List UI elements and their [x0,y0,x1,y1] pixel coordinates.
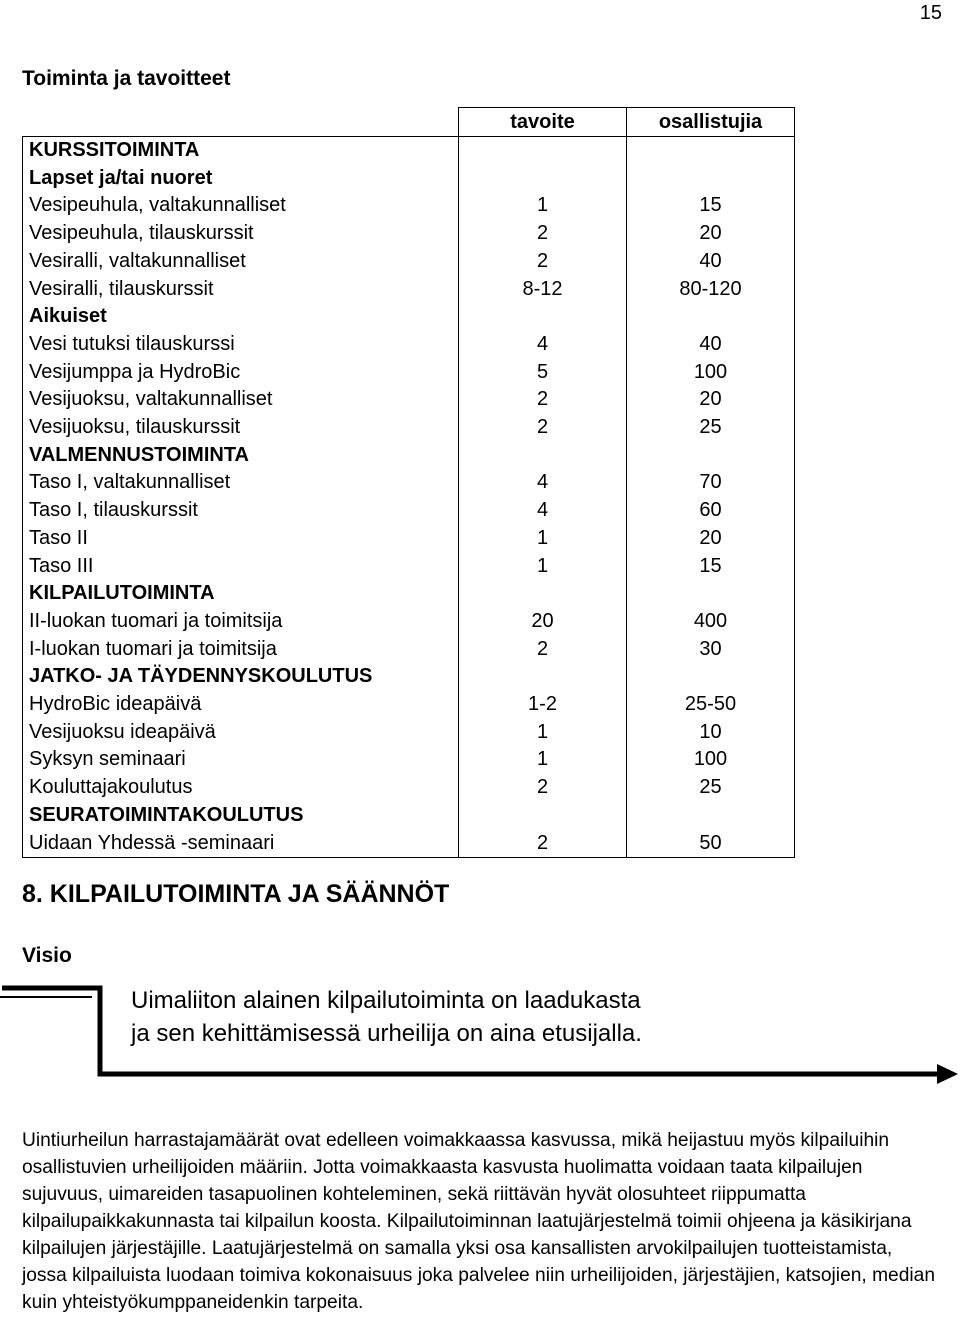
table-row [23,608,795,636]
row-label: Kouluttajakoulutus [23,774,459,802]
row-label: Vesijuoksu ideapäivä [23,719,459,747]
table-row [23,359,795,387]
row-label: Uidaan Yhdessä -seminaari [23,830,459,858]
row-label: I-luokan tuomari ja toimitsija [23,636,459,664]
row-label: Vesijuoksu, valtakunnalliset [23,386,459,414]
row-participants: 15 [627,553,795,581]
vision-line-2: ja sen kehittämisessä urheilija on aina etusijalla. [131,1020,642,1047]
vision-line-1: Uimaliiton alainen kilpailutoiminta on laadukasta [131,987,641,1014]
row-target: 2 [459,248,627,276]
chapter-title: 8. KILPAILUTOIMINTA JA SÄÄNNÖT [22,880,450,908]
row-target [459,580,627,608]
row-label: II-luokan tuomari ja toimitsija [23,608,459,636]
row-label: Vesipeuhula, tilauskurssit [23,220,459,248]
row-target [459,802,627,830]
row-label: Taso I, tilauskurssit [23,497,459,525]
column-header-participants: osallistujia [627,108,795,137]
row-target [459,137,627,165]
table-row [23,303,795,331]
table-row [23,830,795,858]
row-target: 1 [459,719,627,747]
row-label: Taso II [23,525,459,553]
vision-statement [131,984,642,1050]
row-label: Vesipeuhula, valtakunnalliset [23,192,459,220]
row-participants [627,165,795,193]
row-participants: 60 [627,497,795,525]
row-participants: 40 [627,331,795,359]
row-participants [627,663,795,691]
row-participants: 50 [627,830,795,858]
row-participants: 30 [627,636,795,664]
table-row [23,525,795,553]
row-target: 2 [459,774,627,802]
row-target: 2 [459,414,627,442]
row-target [459,442,627,470]
row-label: Lapset ja/tai nuoret [23,165,459,193]
table-row [23,746,795,774]
table-corner [23,108,459,137]
row-participants [627,802,795,830]
row-target: 1 [459,525,627,553]
row-participants [627,442,795,470]
row-label: Syksyn seminaari [23,746,459,774]
row-target [459,303,627,331]
row-participants: 10 [627,719,795,747]
table-row [23,276,795,304]
row-label: JATKO- JA TÄYDENNYSKOULUTUS [23,663,459,691]
table-row [23,331,795,359]
row-participants: 25-50 [627,691,795,719]
row-label: Vesijuoksu, tilauskurssit [23,414,459,442]
row-participants [627,580,795,608]
row-label: VALMENNUSTOIMINTA [23,442,459,470]
table-row [23,802,795,830]
row-participants [627,137,795,165]
table-row [23,442,795,470]
table-row [23,220,795,248]
row-participants: 25 [627,414,795,442]
row-target: 2 [459,220,627,248]
page-number: 15 [919,2,942,24]
row-target: 1 [459,553,627,581]
row-target [459,663,627,691]
row-target: 1 [459,192,627,220]
activity-table [22,107,795,858]
row-participants: 100 [627,359,795,387]
table-row [23,663,795,691]
row-participants: 15 [627,192,795,220]
row-target: 4 [459,331,627,359]
row-label: KILPAILUTOIMINTA [23,580,459,608]
section-title: Toiminta ja tavoitteet [22,67,231,90]
row-label: Vesijumppa ja HydroBic [23,359,459,387]
table-row [23,691,795,719]
table-row [23,580,795,608]
table-row [23,386,795,414]
table-row [23,192,795,220]
row-label: HydroBic ideapäivä [23,691,459,719]
row-participants: 80-120 [627,276,795,304]
row-target: 1 [459,746,627,774]
row-target: 2 [459,386,627,414]
body-text [22,1127,942,1316]
row-participants: 70 [627,469,795,497]
row-label: SEURATOIMINTAKOULUTUS [23,802,459,830]
row-participants: 20 [627,386,795,414]
table-row [23,497,795,525]
table-row [23,165,795,193]
row-target: 20 [459,608,627,636]
row-participants [627,303,795,331]
row-label: Aikuiset [23,303,459,331]
table-row [23,636,795,664]
row-participants: 20 [627,525,795,553]
row-label: Taso III [23,553,459,581]
row-label: Vesiralli, tilauskurssit [23,276,459,304]
row-label: Vesi tutuksi tilauskurssi [23,331,459,359]
row-target: 8-12 [459,276,627,304]
row-target: 2 [459,636,627,664]
row-participants: 40 [627,248,795,276]
row-target: 5 [459,359,627,387]
table-row [23,137,795,165]
body-paragraph: Uintiurheilun harrastajamäärät ovat edelleen voimakkaassa kasvussa, mikä heijastuu myös kilpailuihin osallistuvien urheilijoiden määriin. Jotta voimakkaasta kasvusta huolimatta voidaan taata kilpailujen sujuvuus, uimareiden tasapuolinen kohteleminen, sekä riittävän hyvät olosuhteet riippumatta kilpailupaikkakunnasta tai kilpailun koosta. Kilpailutoiminnan laatujärjestelmä toimii ohjeena ja käsikirjana kilpailujen järjestäjille. Laatujärjestelmä on samalla yksi osa kansallisten arvokilpailujen tuotteistamista, jossa kilpailuista luodaan toimiva kokonaisuus joka palvelee niin urheilijoiden, järjestäjien, katsojien, median kuin yhteistyökumppaneidenkin tarpeita. [22,1130,935,1313]
row-participants: 400 [627,608,795,636]
row-label: KURSSITOIMINTA [23,137,459,165]
row-target: 4 [459,469,627,497]
table-row [23,719,795,747]
row-participants: 100 [627,746,795,774]
table-row [23,469,795,497]
row-participants: 20 [627,220,795,248]
row-target: 4 [459,497,627,525]
row-label: Vesiralli, valtakunnalliset [23,248,459,276]
row-target [459,165,627,193]
table-row [23,248,795,276]
column-header-target: tavoite [459,108,627,137]
vision-label: Visio [22,944,72,967]
table-body [23,137,795,858]
row-target: 1-2 [459,691,627,719]
row-target: 2 [459,830,627,858]
row-label: Taso I, valtakunnalliset [23,469,459,497]
table-row [23,553,795,581]
table-row [23,774,795,802]
table-row [23,414,795,442]
row-participants: 25 [627,774,795,802]
